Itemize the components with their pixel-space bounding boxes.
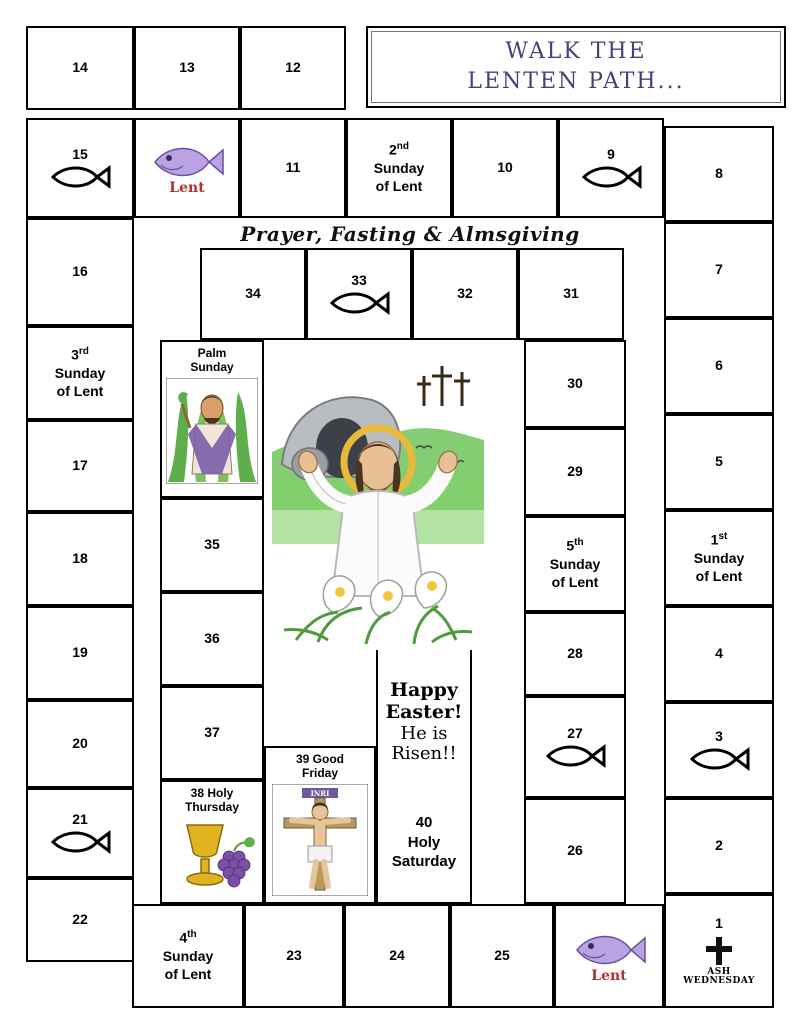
sunday-ordinal xyxy=(711,530,728,549)
cell-number: 3 xyxy=(715,728,723,745)
cell-number: 1 xyxy=(715,915,723,932)
cell-35[interactable] xyxy=(160,498,264,592)
fish-icon xyxy=(544,743,606,769)
cell-13[interactable] xyxy=(134,26,240,110)
cell-34[interactable] xyxy=(200,248,306,340)
sunday-line2: Sunday xyxy=(373,160,425,177)
cell-21[interactable] xyxy=(26,788,134,878)
cell-number: 17 xyxy=(72,457,88,474)
fish-icon xyxy=(688,746,750,772)
cell-lent-fish-bottom[interactable] xyxy=(554,904,664,1008)
easter-forty1: 40 xyxy=(415,814,433,832)
sunday-line3: of Lent xyxy=(695,568,743,585)
cell-27[interactable] xyxy=(524,696,626,798)
sunday-ordinal xyxy=(71,345,89,364)
fish-icon xyxy=(49,829,111,855)
cell-first-sunday[interactable] xyxy=(664,510,774,606)
cell-18[interactable] xyxy=(26,512,134,606)
fish-icon xyxy=(328,290,390,316)
cell-4[interactable] xyxy=(664,606,774,702)
cell-number: 26 xyxy=(567,842,583,859)
cell-number: 25 xyxy=(494,947,510,964)
ash-cross-icon xyxy=(683,933,755,987)
cell-40-easter-holy-saturday[interactable] xyxy=(376,648,472,904)
page-title-box xyxy=(366,26,786,108)
palm-sunday-caption xyxy=(190,346,233,375)
fish-icon xyxy=(49,164,111,190)
cell-number: 8 xyxy=(715,165,723,182)
sunday-ordinal xyxy=(179,928,196,947)
page-title xyxy=(371,31,781,103)
sunday-suffix: rd xyxy=(78,346,89,358)
cell-number: 4 xyxy=(715,645,723,662)
cell-37[interactable] xyxy=(160,686,264,780)
cell-number: 18 xyxy=(72,550,88,567)
cell-29[interactable] xyxy=(524,428,626,516)
cell-third-sunday[interactable] xyxy=(26,326,134,420)
sunday-suffix: th xyxy=(187,929,197,941)
cell-26[interactable] xyxy=(524,798,626,904)
easter-risen2: Risen!! xyxy=(391,743,457,765)
good-friday-caption xyxy=(296,752,344,781)
cell-number: 19 xyxy=(72,644,88,661)
cell-6[interactable] xyxy=(664,318,774,414)
sunday-ordinal xyxy=(566,536,583,555)
cell-32[interactable] xyxy=(412,248,518,340)
cell-15[interactable] xyxy=(26,118,134,218)
cell-39-good-friday[interactable] xyxy=(264,746,376,904)
holy-thursday-line2: Thursday xyxy=(184,800,239,815)
cell-36[interactable] xyxy=(160,592,264,686)
cell-number: 9 xyxy=(607,146,615,163)
cell-number: 24 xyxy=(389,947,405,964)
cell-number: 32 xyxy=(457,285,473,302)
sunday-number: 4 xyxy=(179,930,188,947)
sunday-line2: Sunday xyxy=(54,365,106,382)
holy-saturday-label xyxy=(392,813,456,872)
sunday-line2: Sunday xyxy=(162,948,214,965)
sunday-line3: of Lent xyxy=(375,178,423,195)
easter-happy2: Easter! xyxy=(385,700,463,723)
cell-20[interactable] xyxy=(26,700,134,788)
palm-sunday-line1: Palm xyxy=(197,346,227,360)
cell-second-sunday[interactable] xyxy=(346,118,452,218)
sunday-number: 5 xyxy=(566,538,575,555)
cell-2[interactable] xyxy=(664,798,774,894)
cell-palm-sunday[interactable] xyxy=(160,340,264,498)
sunday-line3: of Lent xyxy=(551,574,599,591)
sunday-ordinal xyxy=(389,140,409,159)
cell-8[interactable] xyxy=(664,126,774,222)
cell-5[interactable] xyxy=(664,414,774,510)
easter-forty3: Saturday xyxy=(391,853,457,871)
cell-number: 27 xyxy=(567,725,583,742)
cell-number: 28 xyxy=(567,645,583,662)
cell-number: 34 xyxy=(245,285,261,302)
holy-thursday-line1: 38 Holy xyxy=(190,786,234,800)
cell-number: 12 xyxy=(285,59,301,76)
palm-sunday-illustration xyxy=(166,378,258,487)
cell-number: 14 xyxy=(72,59,88,76)
cell-number: 2 xyxy=(715,837,723,854)
good-friday-line2: Friday xyxy=(301,766,338,781)
cell-38-holy-thursday[interactable] xyxy=(160,780,264,904)
holy-thursday-caption xyxy=(185,786,239,815)
cell-12[interactable] xyxy=(240,26,346,110)
cell-30[interactable] xyxy=(524,340,626,428)
cell-22[interactable] xyxy=(26,878,134,962)
cell-28[interactable] xyxy=(524,612,626,696)
cell-number: 7 xyxy=(715,261,723,278)
crucifix-illustration xyxy=(272,784,368,899)
cell-17[interactable] xyxy=(26,420,134,512)
sunday-suffix: nd xyxy=(396,141,409,153)
good-friday-line1: 39 Good xyxy=(295,752,344,766)
cell-number: 13 xyxy=(179,59,195,76)
cell-number: 6 xyxy=(715,357,723,374)
cell-number: 37 xyxy=(204,724,220,741)
cell-7[interactable] xyxy=(664,222,774,318)
sunday-number: 3 xyxy=(71,347,79,364)
svg-text:INRI: INRI xyxy=(310,788,330,798)
cell-16[interactable] xyxy=(26,218,134,326)
cell-33[interactable] xyxy=(306,248,412,340)
cell-1-ash-wednesday[interactable] xyxy=(664,894,774,1008)
cell-31[interactable] xyxy=(518,248,624,340)
lent-fish-label: Lent xyxy=(591,968,627,985)
cell-number: 15 xyxy=(72,146,88,163)
cell-number: 29 xyxy=(567,463,583,480)
sunday-line3: of Lent xyxy=(164,966,212,983)
fish-icon xyxy=(580,164,642,190)
ash-line1: ASH xyxy=(707,966,731,977)
cell-lent-fish-top[interactable] xyxy=(134,118,240,218)
ash-wednesday-label xyxy=(683,968,755,987)
cell-number: 23 xyxy=(286,947,302,964)
page-title-line1: WALK THE xyxy=(505,39,647,65)
lent-fish-icon xyxy=(569,926,649,986)
cell-number: 31 xyxy=(563,285,579,302)
sunday-suffix: st xyxy=(718,531,728,543)
cell-11[interactable] xyxy=(240,118,346,218)
cell-number: 35 xyxy=(204,536,220,553)
cell-9[interactable] xyxy=(558,118,664,218)
risen-christ-illustration xyxy=(266,344,490,650)
sunday-number: 2 xyxy=(388,142,397,159)
chalice-grapes-illustration xyxy=(165,817,259,894)
cell-14[interactable] xyxy=(26,26,134,110)
cell-24[interactable] xyxy=(344,904,450,1008)
easter-forty2: Holy xyxy=(407,833,441,851)
palm-sunday-line2: Sunday xyxy=(190,360,234,375)
ash-line2: WEDNESDAY xyxy=(683,976,755,987)
easter-happy1: Happy xyxy=(390,679,458,702)
cell-number: 30 xyxy=(567,375,583,392)
cell-number: 16 xyxy=(72,263,88,280)
lent-fish-icon xyxy=(147,138,227,198)
cell-number: 36 xyxy=(204,630,220,647)
sunday-line2: Sunday xyxy=(693,550,745,567)
cell-25[interactable] xyxy=(450,904,554,1008)
easter-greeting xyxy=(386,680,463,765)
cell-23[interactable] xyxy=(244,904,344,1008)
sunday-suffix: th xyxy=(574,537,584,549)
easter-risen1: He is xyxy=(400,722,448,744)
cell-19[interactable] xyxy=(26,606,134,700)
cell-number: 10 xyxy=(497,159,513,176)
cell-number: 5 xyxy=(715,453,723,470)
sunday-number: 1 xyxy=(710,532,719,549)
cell-fourth-sunday[interactable] xyxy=(132,904,244,1008)
cell-3[interactable] xyxy=(664,702,774,798)
page-title-line2: LENTEN PATH... xyxy=(467,69,685,94)
cell-number: 20 xyxy=(72,735,88,752)
cell-10[interactable] xyxy=(452,118,558,218)
cell-number: 11 xyxy=(285,159,301,176)
lent-fish-label: Lent xyxy=(169,180,205,197)
cell-number: 33 xyxy=(351,272,367,289)
cell-fifth-sunday[interactable] xyxy=(524,516,626,612)
banner-text: Prayer, Fasting & Almsgiving xyxy=(240,222,580,246)
sunday-line2: Sunday xyxy=(549,556,601,573)
sunday-line3: of Lent xyxy=(56,383,104,400)
cell-number: 22 xyxy=(72,911,88,928)
cell-number: 21 xyxy=(72,811,88,828)
